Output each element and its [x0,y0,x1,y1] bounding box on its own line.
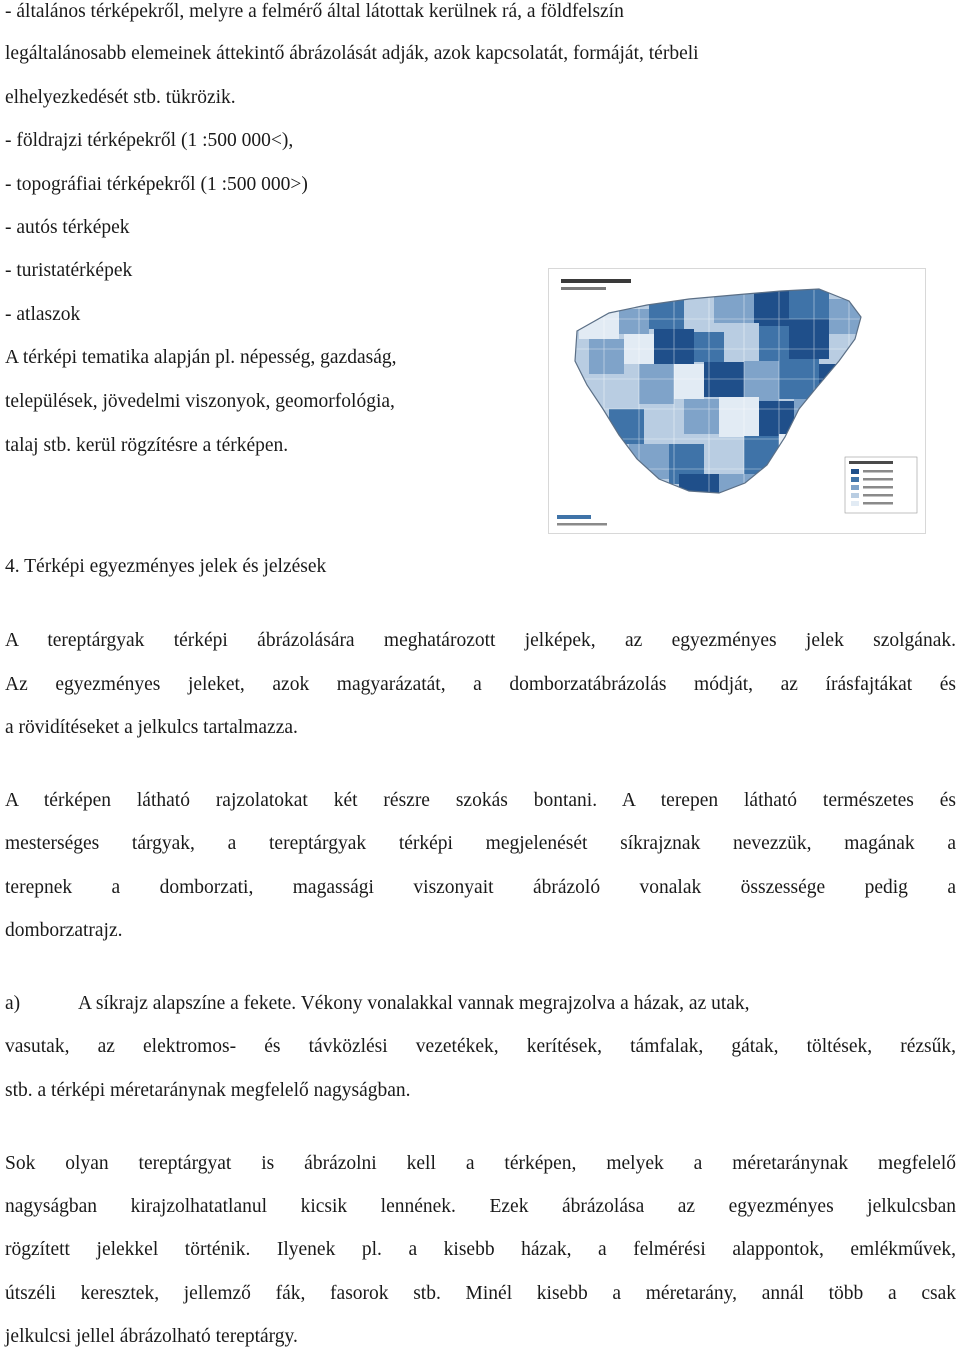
thematic-line-2: települések, jövedelmi viszonyok, geomorfológia, [5,391,395,412]
p4-line-3: rögzített jelekkel történik. Ilyenek pl. a kisebb házak, a felmérési alappontok, emlékművek, [5,1239,956,1260]
list-item: - topográfiai térképekről (1 :500 000>) [5,174,308,195]
section-heading: 4. Térképi egyezményes jelek és jelzések [5,556,327,577]
p3-line-2: vasutak, az elektromos- és távközlési vezetékek, kerítések, támfalak, gátak, töltések, rézsűk, [5,1036,956,1057]
thematic-line-1: A térképi tematika alapján pl. népesség, gazdaság, [5,347,397,368]
map-legend [845,457,917,513]
map-source-mark [557,523,607,526]
p1-line-2: Az egyezményes jeleket, azok magyarázatát, a domborzatábrázolás módját, az írásfajtákat és [5,674,956,695]
map-graphic [549,269,925,533]
list-item: - atlaszok [5,304,81,325]
p1-line-3: a rövidítéseket a jelkulcs tartalmazza. [5,717,298,738]
p4-line-5: jelkulcsi jellel ábrázolható tereptárgy. [5,1326,298,1347]
p3-line-1: A síkrajz alapszíne a fekete. Vékony vonalakkal vannak megrajzolva a házak, az utak, [78,993,750,1014]
list-marker-a: a) [5,993,21,1014]
list-item: - földrajzi térképekről (1 :500 000<), [5,130,294,151]
thematic-line-3: talaj stb. kerül rögzítésre a térképen. [5,435,289,456]
p2-line-1: A térképen látható rajzolatokat két részre szokás bontani. A terepen látható természetes és [5,790,956,811]
scale-bar [557,515,591,519]
map-subtitle-mark [561,287,606,290]
p3-line-3: stb. a térképi méretaránynak megfelelő nagyságban. [5,1080,411,1101]
intro-line-2: legáltalánosabb elemeinek áttekintő ábrázolását adják, azok kapcsolatát, formáját, térbeli [5,43,699,64]
map-title-mark [561,279,631,283]
list-item: - autós térképek [5,217,130,238]
p2-line-3: terepnek a domborzati, magassági viszonyait ábrázoló vonalak összessége pedig a [5,877,956,898]
intro-line-3: elhelyezkedését stb. tükrözik. [5,87,236,108]
p4-line-1: Sok olyan tereptárgyat is ábrázolni kell a térképen, melyek a méretaránynak megfelelő [5,1153,956,1174]
p2-line-4: domborzatrajz. [5,920,123,941]
choropleth-regions [569,287,869,499]
p2-line-2: mesterséges tárgyak, a tereptárgyak térképi megjelenését síkrajznak nevezzük, magának a [5,833,956,854]
p4-line-4: útszéli keresztek, jellemző fák, fasorok stb. Minél kisebb a méretarány, annál több a csak [5,1283,956,1304]
list-item: - turistatérképek [5,260,133,281]
p4-line-2: nagyságban kirajzolhatatlanul kicsik lennének. Ezek ábrázolása az egyezményes jelkulcsban [5,1196,956,1217]
p1-line-1: A tereptárgyak térképi ábrázolására meghatározott jelképek, az egyezményes jelek szolgának. [5,630,956,651]
hungary-choropleth-map-image [548,268,926,534]
intro-line-1: - általános térképekről, melyre a felmérő által látottak kerülnek rá, a földfelszín [5,1,624,22]
